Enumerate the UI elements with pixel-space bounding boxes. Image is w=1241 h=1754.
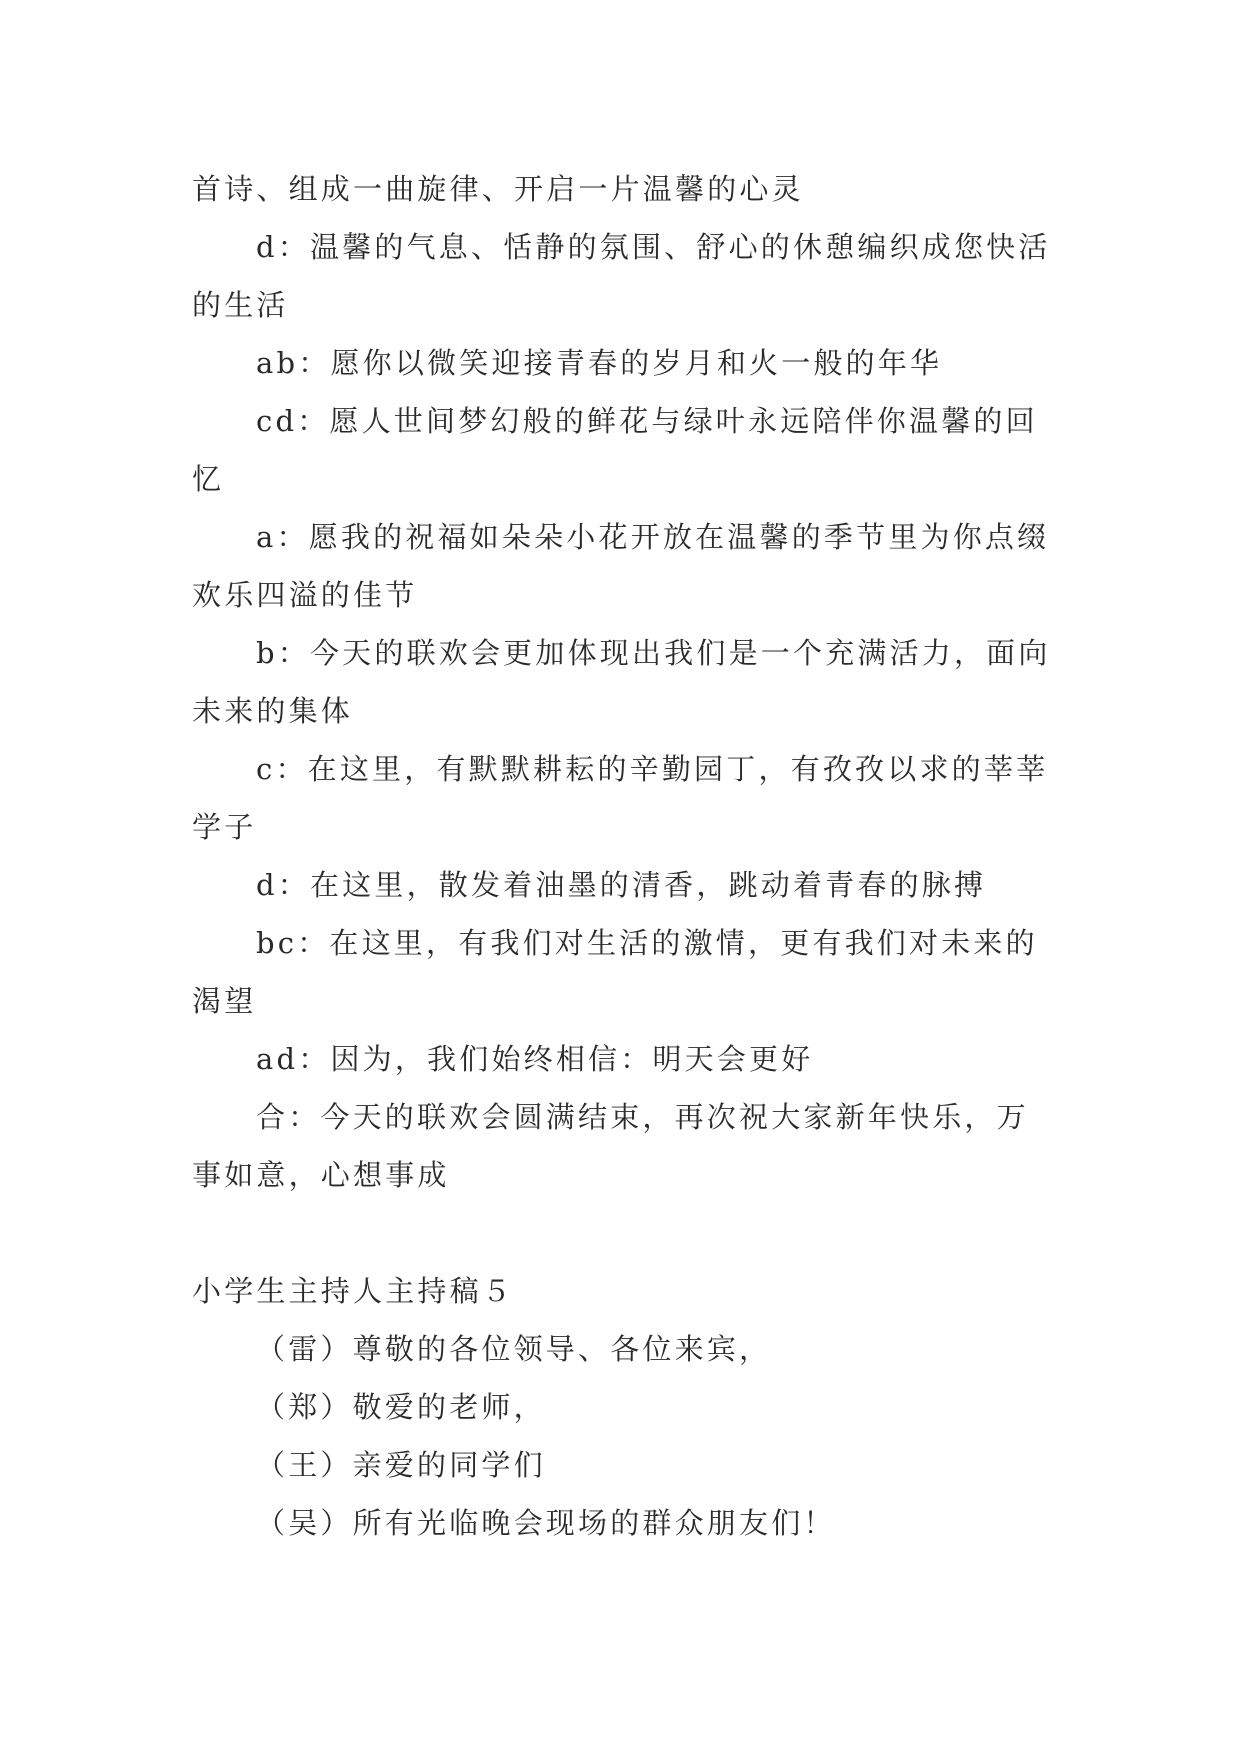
paragraph: d：温馨的气息、恬静的氛围、舒心的休憩编织成您快活的生活 [192,230,1051,322]
paragraph: （雷）尊敬的各位领导、各位来宾， [256,1332,772,1366]
paragraph: cd：愿人世间梦幻般的鲜花与绿叶永远陪伴你温馨的回忆 [192,404,1038,496]
paragraph: c：在这里，有默默耕耘的辛勤园丁，有孜孜以求的莘莘学子 [192,752,1049,844]
paragraph: 合：今天的联欢会圆满结束，再次祝大家新年快乐，万事如意，心想事成 [192,1100,1029,1192]
paragraph: ab：愿你以微笑迎接青春的岁月和火一般的年华 [256,346,943,380]
paragraph: ad：因为，我们始终相信：明天会更好 [256,1042,814,1076]
paragraph: 首诗、组成一曲旋律、开启一片温馨的心灵 [192,172,804,206]
paragraph: （吴）所有光临晚会现场的群众朋友们！ [256,1506,836,1540]
document-page [192,160,1060,1552]
paragraph: （王）亲爱的同学们 [256,1448,546,1482]
paragraph: a：愿我的祝福如朵朵小花开放在温馨的季节里为你点缀欢乐四溢的佳节 [192,520,1050,612]
section-title: 小学生主持人主持稿５ [192,1274,515,1308]
paragraph: （郑）敬爱的老师， [256,1390,546,1424]
section-gap [192,1204,1060,1262]
paragraph: b：今天的联欢会更加体现出我们是一个充满活力，面向未来的集体 [192,636,1051,728]
paragraph: d：在这里，散发着油墨的清香，跳动着青春的脉搏 [256,868,987,902]
paragraph: bc：在这里，有我们对生活的激情，更有我们对未来的渴望 [192,926,1038,1018]
